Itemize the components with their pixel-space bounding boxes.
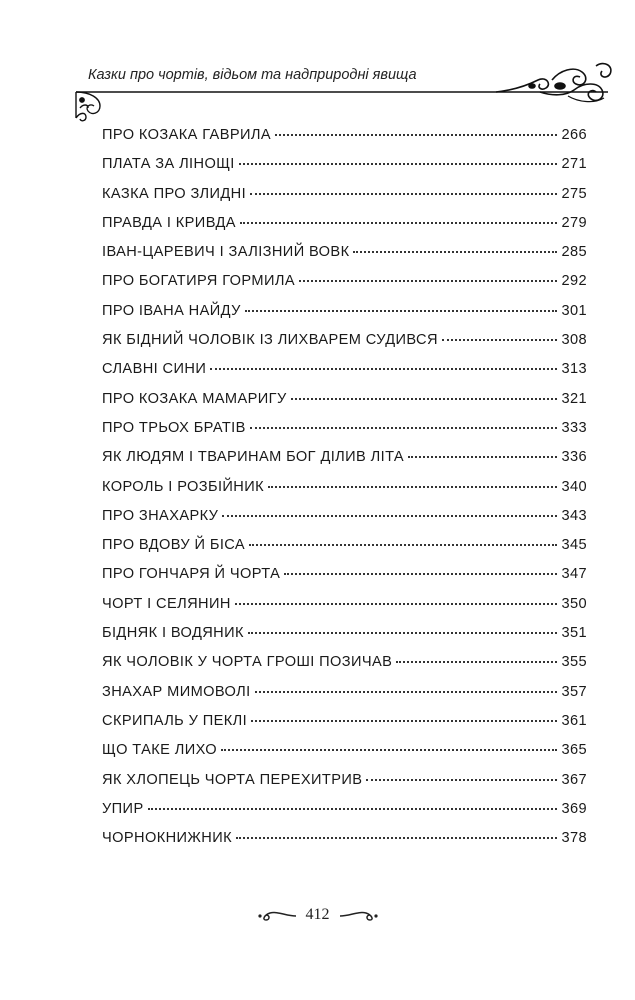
toc-entry bbox=[102, 596, 587, 625]
toc-entry bbox=[102, 391, 587, 420]
toc-entry-page: 378 bbox=[561, 830, 587, 847]
toc-entry-page: 365 bbox=[561, 742, 587, 759]
toc-entry-title: СЛАВНІ СИНИ bbox=[102, 361, 207, 378]
toc-entry-title: УПИР bbox=[102, 800, 144, 817]
toc-entry-title: ЧОРНОКНИЖНИК bbox=[102, 830, 233, 847]
left-corner-flourish-icon bbox=[76, 92, 100, 121]
toc-dot-leader bbox=[251, 719, 557, 722]
toc-dot-leader bbox=[299, 279, 557, 282]
toc-entry-title: БІДНЯК І ВОДЯНИК bbox=[102, 625, 244, 642]
toc-entry-page: 361 bbox=[561, 712, 587, 729]
toc-entry-page: 308 bbox=[561, 332, 587, 349]
toc-entry-title: ЧОРТ І СЕЛЯНИН bbox=[102, 595, 231, 612]
toc-dot-leader bbox=[250, 426, 557, 429]
toc-entry-title: ІВАН-ЦАРЕВИЧ І ЗАЛІЗНИЙ ВОВК bbox=[102, 244, 350, 261]
toc-entry-page: 345 bbox=[561, 537, 587, 554]
toc-entry-title: ПРАВДА І КРИВДА bbox=[102, 214, 236, 231]
toc-entry-page: 340 bbox=[561, 478, 587, 495]
toc-dot-leader bbox=[268, 485, 557, 488]
toc-entry-title: КОРОЛЬ І РОЗБІЙНИК bbox=[102, 478, 265, 495]
toc-entry-title: СКРИПАЛЬ У ПЕКЛІ bbox=[102, 712, 248, 729]
header-ornament bbox=[0, 0, 635, 130]
toc-dot-leader bbox=[239, 162, 557, 165]
running-head-title: Казки про чортів, відьом та надприродні явища bbox=[88, 67, 417, 83]
toc-entry-title: ПЛАТА ЗА ЛІНОЩІ bbox=[102, 156, 235, 173]
toc-dot-leader bbox=[245, 309, 557, 312]
toc-entry bbox=[102, 332, 587, 361]
toc-entry-title: ПРО ВДОВУ Й БІСА bbox=[102, 537, 246, 554]
toc-dot-leader bbox=[408, 455, 557, 458]
page-folio bbox=[0, 906, 635, 924]
toc-dot-leader bbox=[275, 133, 557, 136]
toc-entry-page: 275 bbox=[561, 185, 587, 202]
toc-entry-title: ЗНАХАР МИМОВОЛІ bbox=[102, 683, 251, 700]
toc-entry bbox=[102, 625, 587, 654]
toc-dot-leader bbox=[235, 602, 557, 605]
toc-entry-title: ЯК ХЛОПЕЦЬ ЧОРТА ПЕРЕХИТРИВ bbox=[102, 771, 363, 788]
toc-entry-page: 313 bbox=[561, 361, 587, 378]
folio-right-flourish-icon bbox=[338, 908, 380, 922]
toc-entry bbox=[102, 186, 587, 215]
folio-left-flourish-icon bbox=[256, 908, 298, 922]
toc-entry bbox=[102, 244, 587, 273]
toc-entry-title: ПРО КОЗАКА ГАВРИЛА bbox=[102, 127, 271, 143]
toc-entry bbox=[102, 654, 587, 683]
toc-dot-leader bbox=[284, 572, 557, 575]
toc-dot-leader bbox=[210, 367, 557, 370]
toc-entry-page: 369 bbox=[561, 800, 587, 817]
toc-entry-page: 336 bbox=[561, 449, 587, 466]
toc-dot-leader bbox=[291, 397, 557, 400]
toc-entry bbox=[102, 156, 587, 185]
toc-entry-page: 271 bbox=[561, 156, 587, 173]
toc-entry-page: 367 bbox=[561, 771, 587, 788]
toc-entry-title: ПРО ТРЬОХ БРАТІВ bbox=[102, 419, 246, 436]
toc-entry-title: ПРО ІВАНА НАЙДУ bbox=[102, 302, 241, 319]
toc-entry-title: ПРО ЗНАХАРКУ bbox=[102, 507, 219, 524]
toc-entry bbox=[102, 303, 587, 332]
toc-dot-leader bbox=[236, 836, 557, 839]
toc-entry-page: 347 bbox=[561, 566, 587, 583]
toc-entry bbox=[102, 713, 587, 742]
toc-entry-title: ПРО ГОНЧАРЯ Й ЧОРТА bbox=[102, 566, 281, 583]
toc-dot-leader bbox=[249, 543, 557, 546]
toc-entry-page: 292 bbox=[561, 273, 587, 290]
toc-entry-page: 351 bbox=[561, 625, 587, 642]
toc-entry-page: 266 bbox=[561, 127, 587, 143]
toc-entry bbox=[102, 801, 587, 830]
toc-entry-title: ЩО ТАКЕ ЛИХО bbox=[102, 742, 218, 759]
toc-entry-page: 285 bbox=[561, 244, 587, 261]
toc-dot-leader bbox=[366, 778, 557, 781]
toc-entry bbox=[102, 830, 587, 859]
toc-dot-leader bbox=[255, 690, 557, 693]
toc-dot-leader bbox=[248, 631, 557, 634]
toc-entry-title: ЯК ЛЮДЯМ І ТВАРИНАМ БОГ ДІЛИВ ЛІТА bbox=[102, 449, 405, 466]
toc-entry bbox=[102, 127, 587, 156]
toc-entry bbox=[102, 537, 587, 566]
toc-dot-leader bbox=[221, 748, 557, 751]
table-of-contents bbox=[102, 127, 587, 859]
toc-entry bbox=[102, 566, 587, 595]
toc-entry-title: ПРО КОЗАКА МАМАРИГУ bbox=[102, 390, 287, 407]
toc-entry bbox=[102, 508, 587, 537]
toc-dot-leader bbox=[442, 338, 557, 341]
toc-entry bbox=[102, 273, 587, 302]
page-number: 412 bbox=[305, 906, 330, 923]
toc-dot-leader bbox=[353, 250, 557, 253]
toc-entry bbox=[102, 361, 587, 390]
toc-entry-title: КАЗКА ПРО ЗЛИДНІ bbox=[102, 185, 247, 202]
toc-entry-title: ПРО БОГАТИРЯ ГОРМИЛА bbox=[102, 273, 295, 290]
toc-entry-page: 321 bbox=[561, 390, 587, 407]
toc-entry-page: 279 bbox=[561, 214, 587, 231]
toc-entry bbox=[102, 215, 587, 244]
toc-dot-leader bbox=[396, 660, 557, 663]
toc-entry bbox=[102, 420, 587, 449]
toc-entry-page: 343 bbox=[561, 507, 587, 524]
toc-entry bbox=[102, 772, 587, 801]
toc-entry bbox=[102, 742, 587, 771]
toc-entry bbox=[102, 684, 587, 713]
right-scroll-flourish-icon bbox=[496, 64, 611, 102]
toc-entry-page: 355 bbox=[561, 654, 587, 671]
toc-dot-leader bbox=[148, 807, 557, 810]
toc-entry-page: 350 bbox=[561, 595, 587, 612]
toc-entry-title: ЯК ЧОЛОВІК У ЧОРТА ГРОШІ ПОЗИЧАВ bbox=[102, 654, 393, 671]
toc-entry-page: 333 bbox=[561, 419, 587, 436]
toc-entry-title: ЯК БІДНИЙ ЧОЛОВІК ІЗ ЛИХВАРЕМ СУДИВСЯ bbox=[102, 332, 438, 349]
toc-dot-leader bbox=[222, 514, 557, 517]
toc-dot-leader bbox=[250, 192, 557, 195]
toc-entry-page: 357 bbox=[561, 683, 587, 700]
toc-entry bbox=[102, 449, 587, 478]
toc-entry-page: 301 bbox=[561, 302, 587, 319]
toc-dot-leader bbox=[240, 221, 557, 224]
toc-entry bbox=[102, 479, 587, 508]
